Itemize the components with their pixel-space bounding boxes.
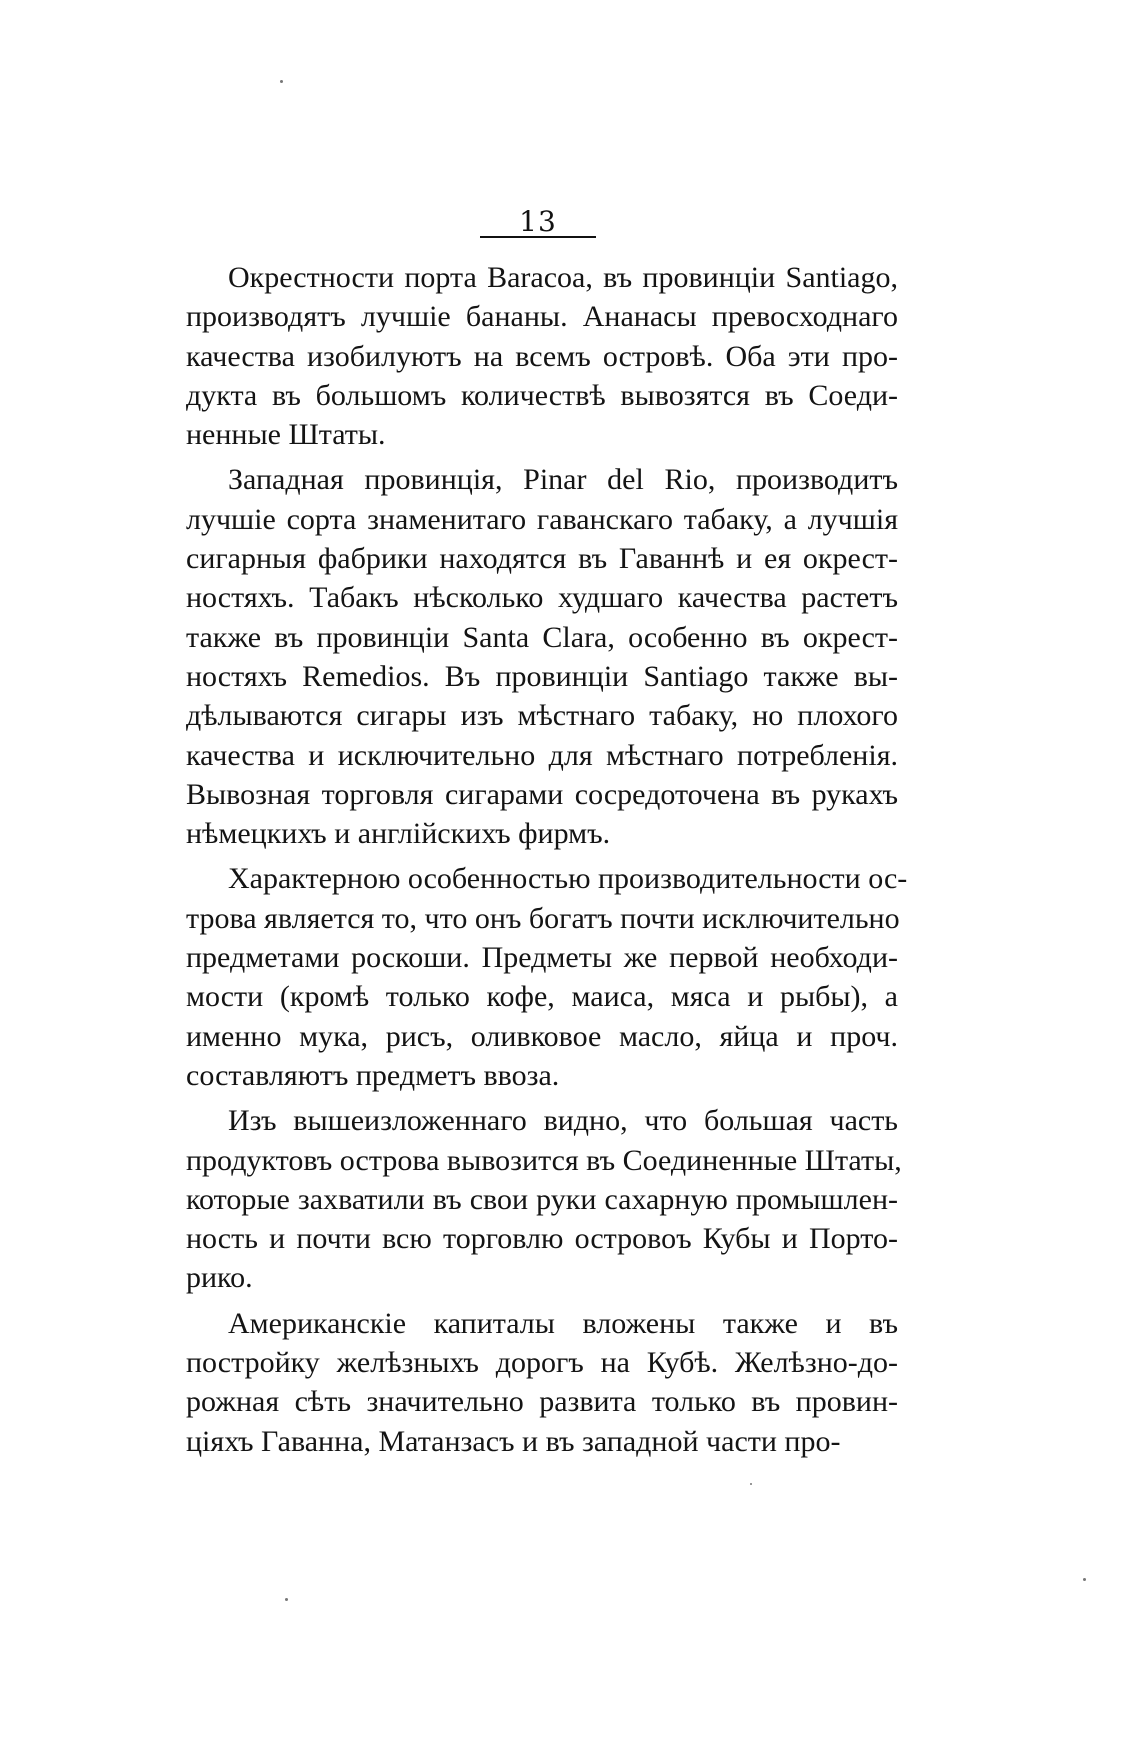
- text-line: ность и почти всю торговлю островоъ Кубы и Порто-: [186, 1222, 898, 1256]
- paper-speck: [280, 80, 283, 83]
- paragraph: [186, 859, 908, 1095]
- text-line: ностяхъ. Табакъ нѣсколько худшаго качества растетъ: [186, 581, 898, 615]
- text-line: рико.: [186, 1261, 253, 1295]
- text-line: ностяхъ Remedios. Въ провинціи Santiago также вы-: [186, 659, 898, 693]
- text-line: производятъ лучшіе бананы. Ананасы превосходнаго: [186, 300, 898, 334]
- text-line: Окрестности порта Baracoa, въ провинціи Santiago,: [228, 261, 898, 294]
- text-line: лучшіе сорта знаменитаго гаванскаго табаку, а лучшія: [186, 502, 898, 536]
- text-line: дѣлываются сигары изъ мѣстнаго табаку, но плохого: [186, 699, 898, 733]
- text-line: рожная сѣть значительно развита только въ провин-: [186, 1385, 898, 1419]
- paper-speck: [1083, 1578, 1086, 1581]
- text-line: которые захватили въ свои руки сахарную промышлен-: [186, 1182, 898, 1216]
- text-line: трова является то, что онъ богатъ почти исключительно: [186, 901, 900, 935]
- text-line: Западная провинція, Pinar del Rio, производитъ: [228, 463, 898, 497]
- text-line: Американскіе капиталы вложены также и въ: [228, 1306, 898, 1340]
- paper-speck: [750, 1483, 752, 1485]
- page-number: 13: [519, 205, 557, 238]
- text-line: постройку желѣзныхъ дорогъ на Кубѣ. Желѣзно-до-: [186, 1346, 898, 1380]
- text-line: мости (кромѣ только кофе, маиса, мяса и рыбы), а: [186, 980, 898, 1014]
- body-text: [186, 258, 908, 1467]
- text-line: Изъ вышеизложеннаго видно, что большая часть: [228, 1104, 898, 1138]
- text-line: дукта въ большомъ количествѣ вывозятся въ Соеди-: [186, 378, 898, 412]
- page-number-rule: [480, 236, 596, 238]
- paragraph: [186, 1304, 898, 1461]
- text-line: Вывозная торговля сигарами сосредоточена въ рукахъ: [186, 777, 898, 811]
- paper-speck: [285, 1598, 288, 1601]
- text-line: предметами роскоши. Предметы же первой необходи-: [186, 941, 898, 975]
- text-line: качества и исключительно для мѣстнаго потребленія.: [186, 738, 898, 772]
- text-line: именно мука, рисъ, оливковое масло, яйца и проч.: [186, 1019, 898, 1053]
- text-line: составляютъ предметъ ввоза.: [186, 1058, 560, 1092]
- paragraph: [186, 258, 898, 454]
- text-line: сигарныя фабрики находятся въ Гаваннѣ и ея окрест-: [186, 542, 898, 576]
- text-line: Характерною особенностью производительности ос-: [228, 862, 908, 896]
- text-line: также въ провинціи Santa Clara, особенно въ окрест-: [186, 620, 898, 654]
- paragraph: [186, 1101, 902, 1297]
- text-line: продуктовъ острова вывозится въ Соединенные Штаты,: [186, 1143, 902, 1177]
- text-line: нѣмецкихъ и англійскихъ фирмъ.: [186, 817, 611, 851]
- text-line: ненные Штаты.: [186, 418, 386, 452]
- paragraph: [186, 460, 898, 853]
- text-line: ціяхъ Гаванна, Матанзасъ и въ западной части про-: [186, 1424, 841, 1458]
- text-line: качества изобилуютъ на всемъ островѣ. Оба эти про-: [186, 339, 898, 373]
